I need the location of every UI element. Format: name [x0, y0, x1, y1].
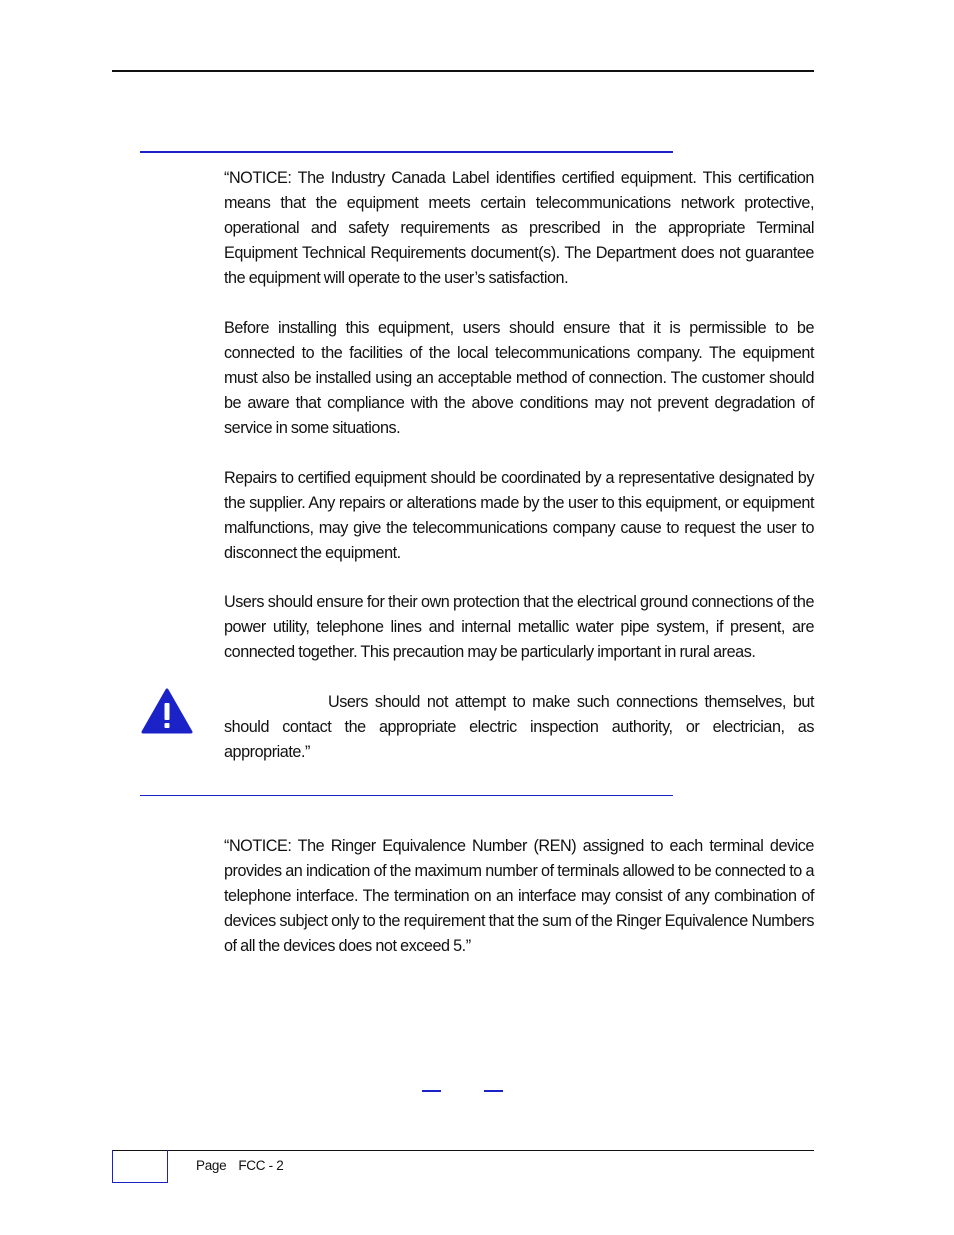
- page-number: FCC - 2: [238, 1158, 284, 1173]
- caution-paragraph: Users should not attempt to make such connections themselves, but should contact the appropriate electric inspection authority, or electrician, as appropriate.”: [224, 693, 814, 761]
- link-underline[interactable]: [484, 1090, 503, 1092]
- industry-canada-notice-paragraph: “NOTICE: The Industry Canada Label identifies certified equipment. This certification means that the equipment meets certain telecommunications network protective, operational and safety requirements as prescribed in the appropriate Terminal Equipment Technical Requirements document(s). The Department does not guarantee the equipment will operate to the user’s satisfaction.: [224, 169, 814, 287]
- warning-icon: [141, 688, 193, 734]
- page-label: Page: [196, 1158, 227, 1173]
- link-underline[interactable]: [422, 1090, 441, 1092]
- ren-notice-paragraph: “NOTICE: The Ringer Equivalence Number (REN) assigned to each terminal device provides an indication of the maximum number of terminals allowed to be connected to a telephone interface. The termination on an interface may consist of any combination of devices subject only to the requirement that the sum of the Ringer Equivalence Numbers of all the devices does not exceed 5.”: [224, 837, 814, 955]
- section-heading-rule-industry-canada: [140, 151, 673, 153]
- ground-connections-paragraph: Users should ensure for their own protection that the electrical ground connections of the power utility, telephone lines and internal metallic water pipe system, if present, are connected together. This precaution may be particularly important in rural areas.: [224, 593, 814, 661]
- repairs-paragraph: Repairs to certified equipment should be coordinated by a representative designated by the supplier. Any repairs or alterations made by the user to this equipment, or equipment malfunctions, may give the telecommunications company cause to request the user to disconnect the equipment.: [224, 469, 814, 562]
- section-heading-rule-ren: [140, 795, 673, 796]
- footer-tab-box: [112, 1150, 168, 1183]
- page-footer: [196, 1158, 296, 1173]
- header-rule: [112, 70, 814, 72]
- footer-rule: [112, 1150, 814, 1151]
- installation-paragraph: Before installing this equipment, users should ensure that it is permissible to be connected to the facilities of the local telecommunications company. The equipment must also be installed using an acceptable method of connection. The customer should be aware that compliance with the above conditions may not prevent degradation of service in some situations.: [224, 319, 814, 437]
